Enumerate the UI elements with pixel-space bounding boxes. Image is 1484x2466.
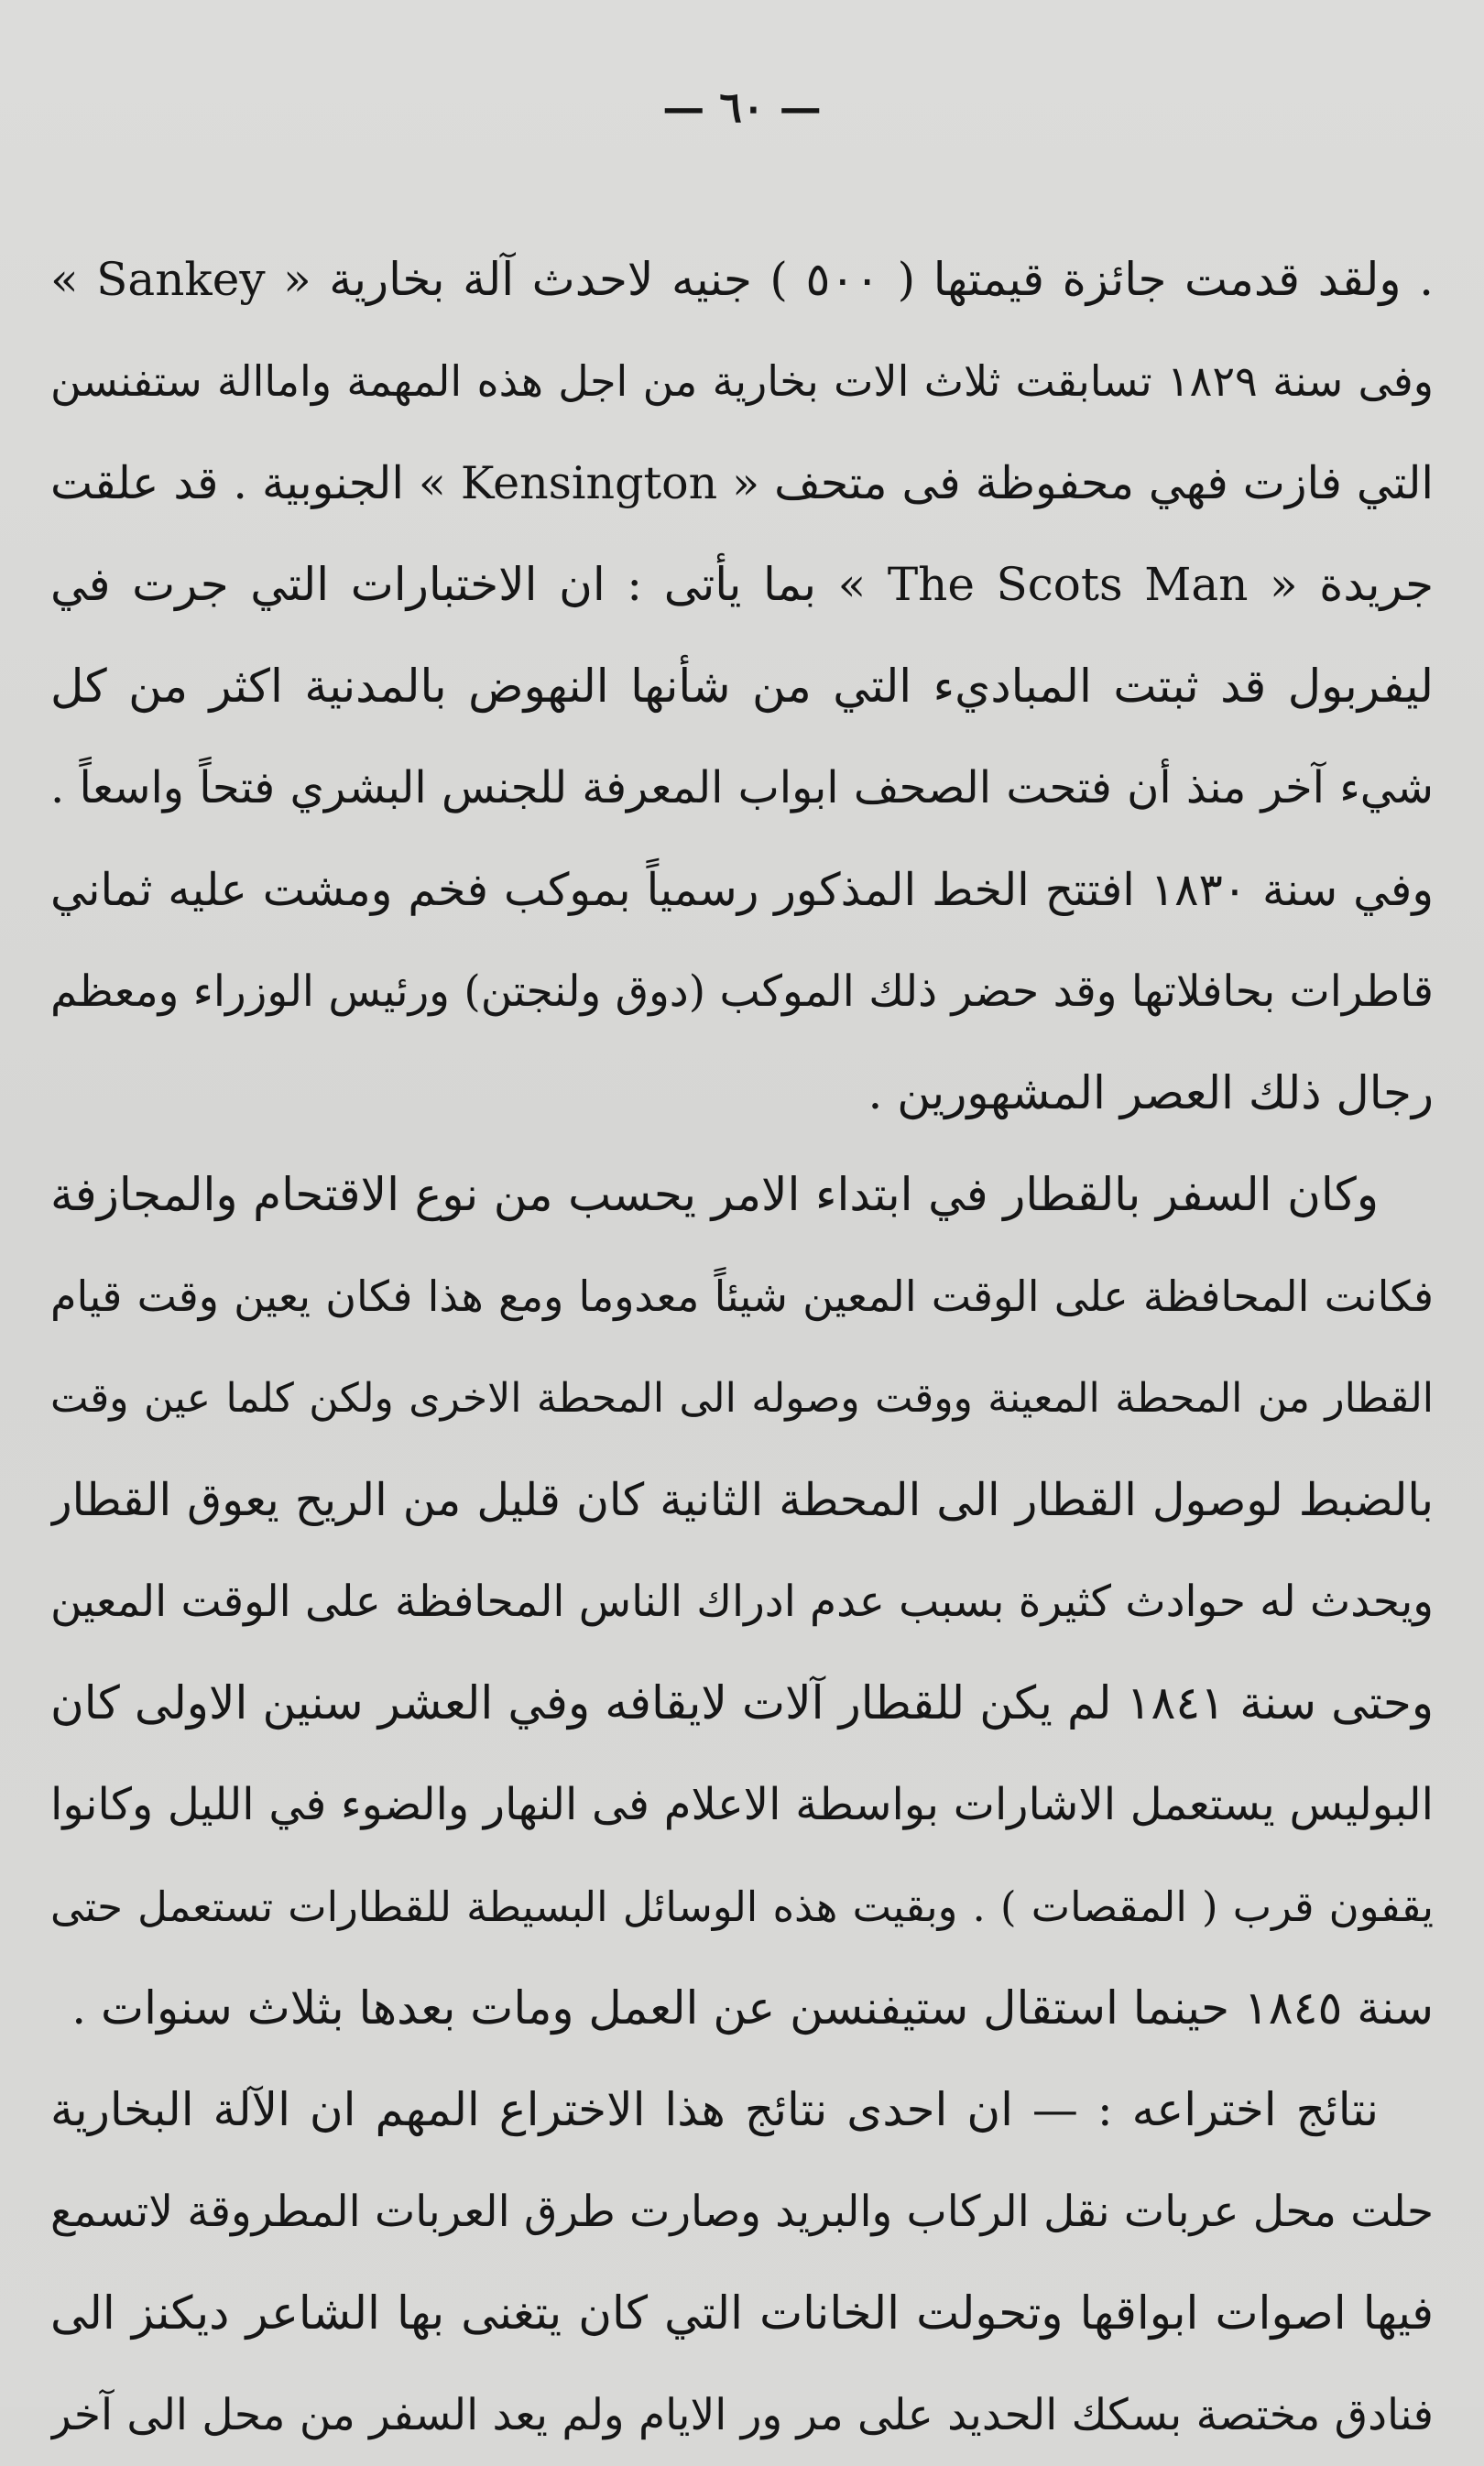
- text-line: ويحدث له حوادث كثيرة بسبب عدم ادراك الناس المحافظة على الوقت المعين: [50, 1577, 1434, 1627]
- text-line: قاطرات بحافلاتها وقد حضر ذلك الموكب (دوق ولنجتن) ورئيس الوزراء ومعظم: [50, 966, 1434, 1017]
- text-line: سنة ١٨٤٥ حينما استقال ستيفنسن عن العمل ومات بعدها بثلاث سنوات .: [71, 1981, 1434, 2035]
- text-line: القطار من المحطة المعينة ووقت وصوله الى المحطة الاخرى ولكن كلما عين وقت: [50, 1375, 1434, 1422]
- text-line: جريدة « The Scots Man » بما يأتى : ان الاختبارات التي جرت في: [50, 558, 1434, 611]
- text-line: البوليس يستعمل الاشارات بواسطة الاعلام فى النهار والضوء في الليل وكانوا: [50, 1779, 1434, 1830]
- text-line: التي فازت فهي محفوظة فى متحف « Kensington » الجنوبية . قد علقت: [50, 457, 1434, 509]
- text-line: فكانت المحافظة على الوقت المعين شيئاً معدوما ومع هذا فكان يعين وقت قيام: [50, 1271, 1434, 1321]
- text-line: وحتى سنة ١٨٤١ لم يكن للقطار آلات لايقافه وفي العشر سنين الاولى كان: [50, 1676, 1434, 1729]
- text-line: وكان السفر بالقطار في ابتداء الامر يحسب من نوع الاقتحام والمجازفة: [50, 1168, 1379, 1221]
- text-line: بالضبط لوصول القطار الى المحطة الثانية كان قليل من الريح يعوق القطار: [50, 1474, 1434, 1526]
- text-line: نتائج اختراعه : — ان احدى نتائج هذا الاختراع المهم ان الآلة البخارية: [50, 2083, 1379, 2136]
- text-line: رجال ذلك العصر المشهورين .: [867, 1066, 1434, 1119]
- text-line: شيء آخر منذ أن فتحت الصحف ابواب المعرفة للجنس البشري فتحاً واسعاً .: [50, 762, 1434, 813]
- text-line: فيها اصوات ابواقها وتحولت الخانات التي كان يتغنى بها الشاعر ديكنز الى: [50, 2286, 1434, 2340]
- text-line: وفي سنة ١٨٣٠ افتتح الخط المذكور رسمياً بموكب فخم ومشت عليه ثماني: [50, 864, 1434, 916]
- text-line: فنادق مختصة بسكك الحديد على مر ور الايام ولم يعد السفر من محل الى آخر: [50, 2390, 1434, 2440]
- text-line: « Sankey » ولقد قدمت جائزة قيمتها ( ٥٠٠ ) جنيه لاحدث آلة بخارية .: [50, 253, 1434, 306]
- text-line: وفى سنة ١٨٢٩ تسابقت ثلاث الات بخارية من اجل هذه المهمة واماالة ستفنسن: [50, 356, 1434, 406]
- body-text: [50, 229, 1434, 2466]
- text-line: حلت محل عربات نقل الركاب والبريد وصارت طرق العربات المطروقة لاتسمع: [50, 2187, 1434, 2237]
- text-line: يقفون قرب ( المقصات ) . وبقيت هذه الوسائل البسيطة للقطارات تستعمل حتى: [50, 1882, 1434, 1931]
- page-number: — ٦٠ —: [662, 82, 822, 132]
- text-line: ليفربول قد ثبتت المباديء التي من شأنها النهوض بالمدنية اكثر من كل: [50, 660, 1434, 713]
